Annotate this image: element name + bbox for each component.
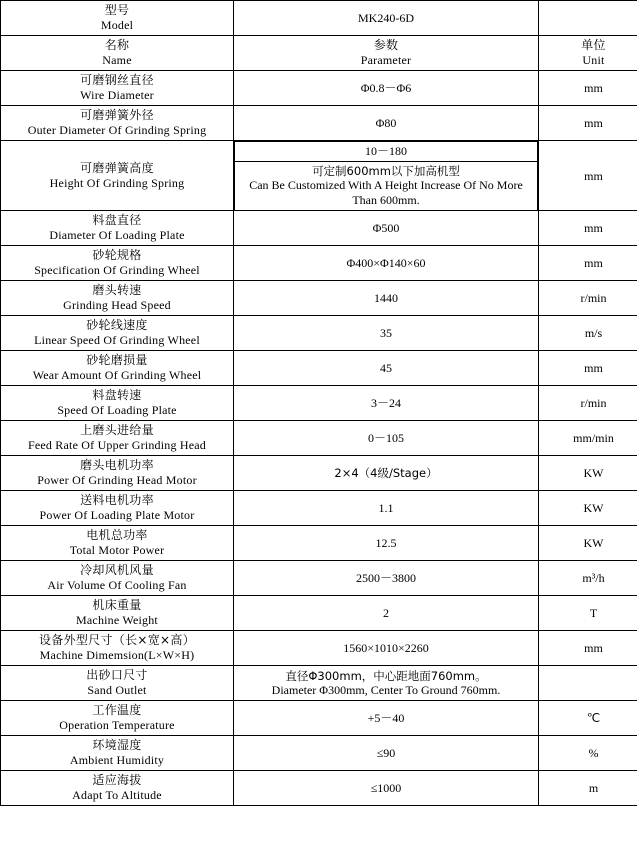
label-en: Ambient Humidity — [69, 753, 165, 768]
value-text: Φ80 — [375, 115, 397, 130]
label-en: Wear Amount Of Grinding Wheel — [32, 368, 202, 383]
label-en: Adapt To Altitude — [72, 788, 162, 803]
table-row-model — [1, 1, 637, 36]
label-cn: 砂轮磨损量 — [86, 353, 148, 368]
row-value — [234, 631, 539, 666]
row-value — [234, 351, 539, 386]
nested-row-top — [235, 142, 538, 162]
row-value-split — [234, 141, 539, 211]
row-value — [234, 596, 539, 631]
header-unit — [539, 36, 637, 71]
value-text: Φ500 — [372, 220, 400, 235]
unit-en: Unit — [582, 53, 605, 67]
label-en: Total Motor Power — [69, 543, 165, 558]
row-unit — [539, 456, 637, 491]
label-en: Specification Of Grinding Wheel — [34, 263, 200, 278]
row-value — [234, 106, 539, 141]
label-en: Grinding Head Speed — [63, 298, 171, 313]
row-value-model — [234, 1, 539, 36]
row-unit — [539, 211, 637, 246]
row-value — [234, 456, 539, 491]
row-unit — [539, 386, 637, 421]
label-en: Speed Of Loading Plate — [57, 403, 177, 418]
note-cn: 可定制600mm以下加高机型 — [312, 164, 460, 178]
label-cn: 电机总功率 — [86, 528, 148, 543]
unit-text: KW — [583, 466, 604, 481]
row-value — [234, 736, 539, 771]
row-value — [234, 316, 539, 351]
nested-row-bottom — [235, 162, 538, 211]
unit-text: m/s — [584, 326, 603, 341]
row-value — [234, 491, 539, 526]
label-en: Air Volume Of Cooling Fan — [47, 578, 187, 593]
value-text: 0－105 — [367, 430, 404, 445]
value-text: 2×4（4级/Stage） — [334, 466, 438, 481]
row-value — [234, 281, 539, 316]
value-text: +5－40 — [367, 710, 405, 725]
label-en: Machine Weight — [76, 613, 158, 628]
value-text: ≤90 — [376, 745, 396, 760]
row-label — [1, 386, 234, 421]
table-row — [1, 106, 637, 141]
row-value — [234, 666, 539, 701]
label-en: Diameter Of Loading Plate — [49, 228, 185, 243]
row-label-model — [1, 1, 234, 36]
row-unit — [539, 736, 637, 771]
row-value — [234, 211, 539, 246]
label-cn: 可磨弹簧外径 — [80, 108, 154, 122]
value-text: 45 — [380, 360, 392, 375]
label-en: Outer Diameter Of Grinding Spring — [27, 123, 207, 137]
note-en: Can Be Customized With A Height Increase Of No More Than 600mm. — [249, 178, 523, 208]
row-label — [1, 561, 234, 596]
unit-text: T — [589, 606, 598, 621]
row-label — [1, 456, 234, 491]
label-cn: 冷却风机风量 — [80, 563, 154, 578]
unit-text: mm — [584, 116, 603, 130]
table-row-grinding-spring-height — [1, 141, 637, 211]
unit-text: m³/h — [582, 571, 605, 586]
table-row — [1, 526, 637, 561]
value-text: 1560×1010×2260 — [343, 640, 429, 655]
label-en: Name — [102, 53, 132, 67]
value-cn: 直径Φ300mm，中心距地面760mm。 — [285, 668, 487, 683]
table-row — [1, 386, 637, 421]
row-label — [1, 106, 234, 141]
param-cn: 参数 — [373, 38, 399, 52]
nested-value-table — [234, 141, 538, 210]
unit-text: m — [588, 781, 599, 796]
unit-text: mm — [584, 641, 603, 656]
label-en: Power Of Loading Plate Motor — [39, 508, 195, 523]
row-unit — [539, 526, 637, 561]
row-unit — [539, 701, 637, 736]
unit-text: ℃ — [586, 711, 601, 726]
header-name — [1, 36, 234, 71]
label-cn: 机床重量 — [92, 598, 142, 613]
row-label — [1, 141, 234, 211]
label-cn: 可磨弹簧高度 — [80, 160, 154, 175]
row-label — [1, 316, 234, 351]
table-row — [1, 71, 637, 106]
row-unit — [539, 421, 637, 456]
value-text: MK240-6D — [358, 10, 414, 25]
row-value — [234, 421, 539, 456]
unit-cn: 单位 — [581, 38, 606, 52]
label-cn: 名称 — [104, 38, 130, 52]
label-cn: 砂轮规格 — [92, 248, 142, 263]
unit-text: mm — [584, 81, 603, 95]
table-row — [1, 316, 637, 351]
unit-text: mm/min — [573, 431, 614, 446]
label-en: Sand Outlet — [87, 683, 147, 698]
label-en: Machine Dimemsion(L×W×H) — [39, 648, 195, 663]
row-label — [1, 596, 234, 631]
row-unit — [539, 666, 637, 701]
row-label — [1, 701, 234, 736]
label-cn: 磨头转速 — [92, 283, 142, 298]
row-unit — [539, 281, 637, 316]
row-label — [1, 281, 234, 316]
row-label — [1, 526, 234, 561]
unit-text: % — [588, 746, 599, 761]
row-value — [234, 561, 539, 596]
row-unit — [539, 491, 637, 526]
table-row — [1, 281, 637, 316]
label-cn: 工作温度 — [92, 703, 142, 718]
row-label — [1, 736, 234, 771]
label-en: Linear Speed Of Grinding Wheel — [34, 333, 200, 348]
row-unit — [539, 141, 637, 211]
value-text: ≤1000 — [370, 780, 402, 795]
table-row — [1, 456, 637, 491]
label-cn: 料盘直径 — [92, 213, 142, 228]
value-text: Φ0.8－Φ6 — [360, 80, 412, 95]
row-value — [234, 701, 539, 736]
label-cn: 型号 — [104, 3, 130, 17]
unit-text: KW — [583, 536, 604, 551]
table-row — [1, 421, 637, 456]
param-en: Parameter — [360, 53, 412, 67]
label-cn: 上磨头进给量 — [80, 423, 154, 438]
label-cn: 料盘转速 — [92, 388, 142, 403]
label-en: Power Of Grinding Head Motor — [37, 473, 197, 488]
unit-text: mm — [584, 256, 603, 271]
unit-text: mm — [584, 361, 603, 376]
row-unit — [539, 596, 637, 631]
row-value — [234, 246, 539, 281]
header-parameter — [234, 36, 539, 71]
row-value — [234, 771, 539, 806]
label-cn: 送料电机功率 — [80, 493, 154, 508]
row-label — [1, 771, 234, 806]
table-row — [1, 771, 637, 806]
row-unit — [539, 71, 637, 106]
row-label — [1, 666, 234, 701]
row-unit — [539, 561, 637, 596]
label-cn: 可磨钢丝直径 — [80, 73, 154, 87]
value-en: Diameter Φ300mm, Center To Ground 760mm. — [271, 683, 501, 698]
table-header-row — [1, 36, 637, 71]
value-text: 1440 — [374, 290, 398, 305]
row-label — [1, 71, 234, 106]
row-label — [1, 631, 234, 666]
row-label — [1, 491, 234, 526]
value-range — [235, 142, 538, 162]
label-en: Model — [100, 18, 134, 32]
value-text: 2500－3800 — [355, 570, 416, 585]
table-row — [1, 246, 637, 281]
label-cn: 出砂口尺寸 — [86, 668, 148, 683]
table-row — [1, 351, 637, 386]
label-en: Wire Diameter — [80, 88, 154, 102]
value-text: 1.1 — [378, 500, 394, 515]
label-cn: 砂轮线速度 — [86, 318, 148, 333]
unit-text: r/min — [580, 396, 607, 411]
label-cn: 环境湿度 — [92, 738, 142, 753]
row-unit — [539, 771, 637, 806]
row-label — [1, 211, 234, 246]
row-value — [234, 386, 539, 421]
row-unit-model — [539, 1, 637, 36]
value-text: Φ400×Φ140×60 — [346, 255, 426, 270]
unit-text: mm — [584, 168, 603, 183]
value-text: 3－24 — [370, 395, 401, 410]
value-text: 35 — [380, 325, 392, 340]
unit-text: KW — [583, 501, 604, 516]
row-label — [1, 351, 234, 386]
row-label — [1, 246, 234, 281]
table-row — [1, 211, 637, 246]
row-value — [234, 71, 539, 106]
row-unit — [539, 246, 637, 281]
unit-text: r/min — [580, 291, 607, 306]
value-note — [235, 162, 538, 211]
table-row — [1, 736, 637, 771]
label-cn: 磨头电机功率 — [80, 458, 154, 473]
row-unit — [539, 351, 637, 386]
label-en: Height Of Grinding Spring — [49, 175, 185, 190]
table-row — [1, 701, 637, 736]
value-text: 12.5 — [375, 535, 397, 550]
row-value — [234, 526, 539, 561]
row-unit — [539, 316, 637, 351]
table-row — [1, 491, 637, 526]
label-en: Operation Temperature — [59, 718, 175, 733]
unit-text: mm — [584, 221, 603, 236]
value-text: 2 — [383, 605, 389, 620]
label-en: Feed Rate Of Upper Grinding Head — [27, 438, 206, 453]
label-cn: 设备外型尺寸（长×宽×高） — [38, 633, 195, 648]
row-unit — [539, 631, 637, 666]
table-row-sand-outlet — [1, 666, 637, 701]
row-label — [1, 421, 234, 456]
label-cn: 适应海拔 — [92, 773, 142, 788]
table-row — [1, 631, 637, 666]
value-text: 10－180 — [364, 144, 407, 158]
row-unit — [539, 106, 637, 141]
table-row — [1, 596, 637, 631]
table-row — [1, 561, 637, 596]
